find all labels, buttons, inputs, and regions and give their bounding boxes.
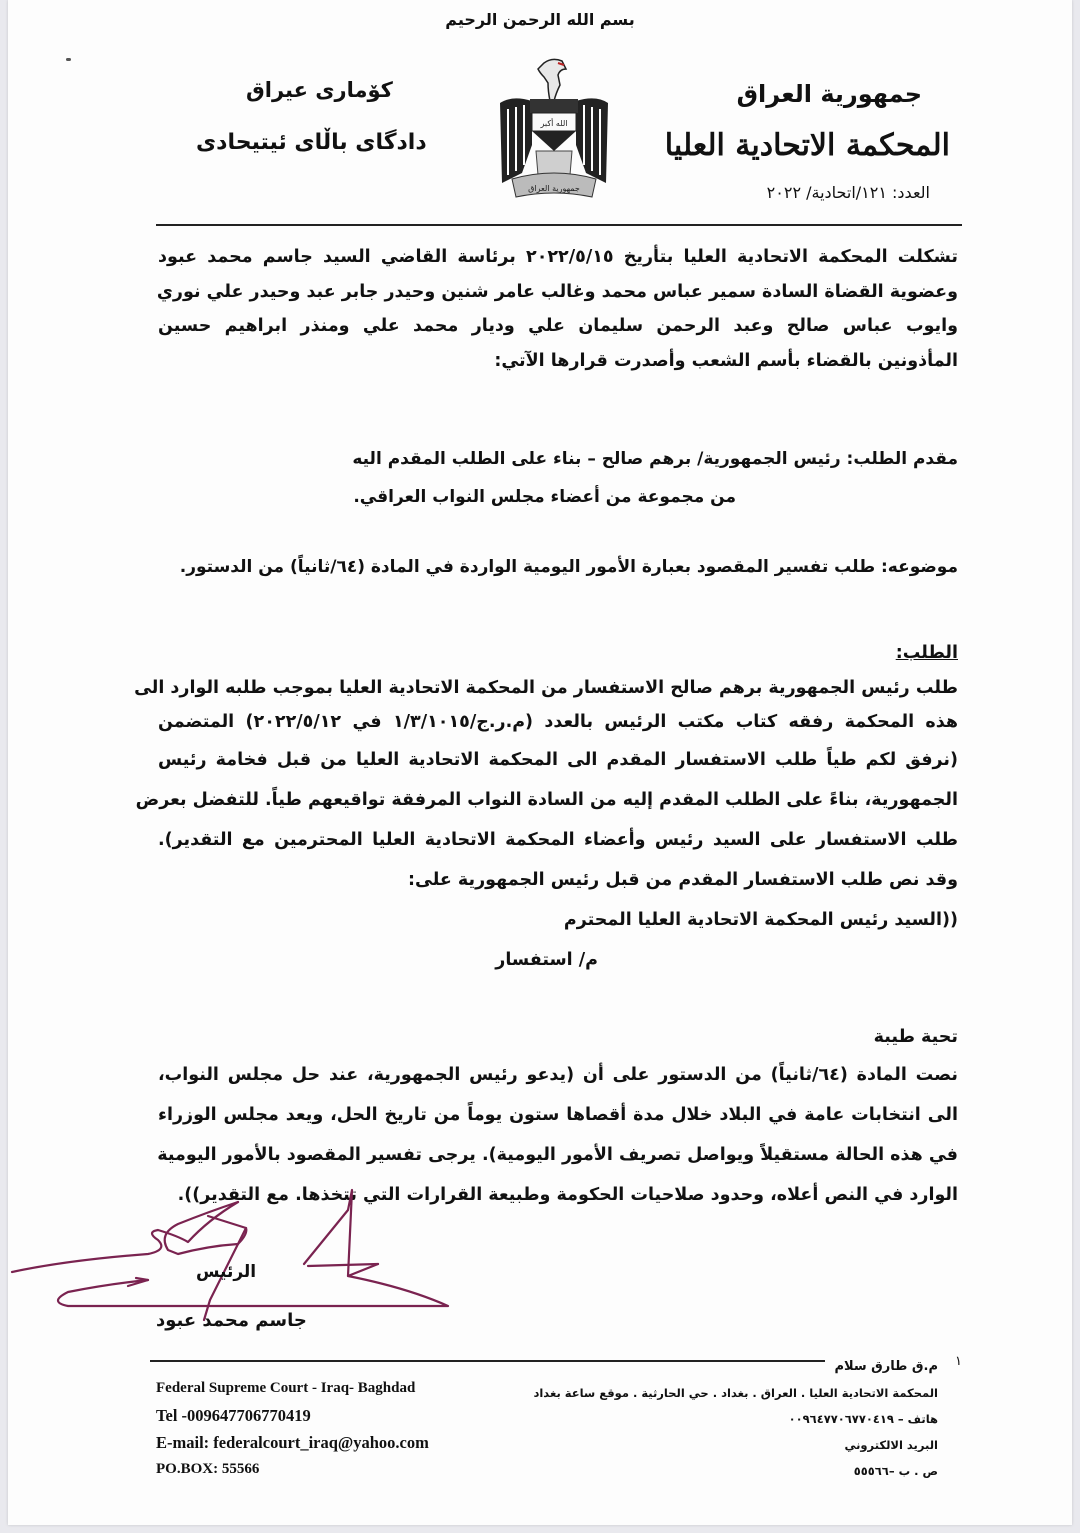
footer-address: المحكمة الاتحادية العليا . العراق . بغداد . حي الحارثية . موقع ساعة بغداد bbox=[533, 1386, 938, 1400]
signatory-name: جاسم محمد عبود bbox=[156, 1310, 307, 1331]
request-line: طلب رئيس الجمهورية برهم صالح الاستفسار من المحكمة الاتحادية العليا بموجب طلبه الوارد الى bbox=[134, 677, 958, 698]
intro-line: تشكلت المحكمة الاتحادية العليا بتأريخ ٢٠٢٢/٥/١٥ برئاسة القاضي السيد جاسم محمد عبود bbox=[158, 247, 958, 267]
footer-pobox-arabic: ص . ب –٥٥٥٦٦ bbox=[853, 1464, 938, 1478]
header-divider bbox=[156, 224, 962, 226]
footer-phone: Tel -009647706770419 bbox=[156, 1406, 311, 1425]
request-line: (نرفق لكم طياً طلب الاستفسار المقدم الى المحكمة الاتحادية العليا من قبل فخامة رئيس bbox=[158, 749, 958, 770]
emblem-text-bottom: جمهورية العراق bbox=[528, 184, 580, 193]
footer-arabic-contact bbox=[533, 1354, 938, 1484]
footer-phone-arabic: هاتف – ٠٠٩٦٤٧٧٠٦٧٧٠٤١٩ bbox=[788, 1412, 938, 1426]
header-country-arabic: جمهورية العراق bbox=[736, 80, 922, 108]
applicant-section bbox=[158, 440, 958, 516]
request-line: طلب الاستفسار على السيد رئيس وأعضاء المحكمة الاتحادية العليا المحترمين مع التقدير). bbox=[158, 829, 958, 850]
intro-paragraph bbox=[158, 240, 958, 378]
request-line: وقد نص طلب الاستفسار المقدم من قبل رئيس الجمهورية على: bbox=[408, 869, 958, 890]
letter-line: في هذه الحالة مستقيلاً ويواصل تصريف الأمور اليومية). يرجى تفسير المقصود بالأمور اليومية bbox=[157, 1144, 958, 1165]
greeting: تحية طيبة bbox=[873, 1027, 958, 1047]
footer-court-name: Federal Supreme Court - Iraq- Baghdad bbox=[156, 1380, 416, 1396]
document-page bbox=[8, 0, 1072, 1525]
emblem-text-top: الله أكبر bbox=[540, 119, 568, 128]
reference-number: العدد: ١٢١/اتحادية/ ٢٠٢٢ bbox=[766, 183, 930, 202]
letter-line: الى انتخابات عامة في البلاد خلال مدة أقصاها ستون يوماً من تاريخ الحل، ويعد مجلس الوزراء bbox=[158, 1104, 958, 1125]
request-line: هذه المحكمة رفقه كتاب مكتب الرئيس بالعدد (م.ر.ج/١/٣/١٠١٥ في ٢٠٢٢/٥/١٢) المتضمن bbox=[158, 712, 959, 732]
request-heading: الطلب: bbox=[895, 643, 958, 663]
footer-email: E-mail: federalcourt_iraq@yahoo.com bbox=[156, 1433, 429, 1452]
subject-line: موضوعه: طلب تفسير المقصود بعبارة الأمور اليومية الواردة في المادة (٦٤/ثانياً) من الدستور. bbox=[179, 557, 958, 577]
footer-initials: م.ق طارق سلام bbox=[834, 1359, 938, 1374]
footer-english-contact bbox=[156, 1375, 429, 1483]
footer-email-label-arabic: البريد الالكتروني bbox=[844, 1438, 938, 1452]
footer-pobox: PO.BOX: 55566 bbox=[156, 1461, 260, 1477]
applicant-line: مقدم الطلب: رئيس الجمهورية/ برهم صالح – بناء على الطلب المقدم اليه bbox=[352, 449, 958, 469]
request-line: ((السيد رئيس المحكمة الاتحادية العليا المحترم bbox=[563, 909, 958, 930]
intro-line: وعضوية القضاة السادة سمير عباس محمد وغالب عامر شنين وحيدر جابر عبد وحيدر علي نوري bbox=[156, 281, 958, 302]
request-section bbox=[134, 636, 959, 980]
signatory-title: الرئيس bbox=[196, 1262, 257, 1282]
iraq-eagle-emblem-icon bbox=[492, 55, 616, 205]
header-court-kurdish: دادگای باڵای ئیتیحادی bbox=[196, 130, 427, 155]
footer-page-number: ١ bbox=[955, 1354, 962, 1369]
header-country-kurdish: کۆماری عیراق bbox=[246, 78, 393, 102]
scan-speck bbox=[66, 58, 71, 61]
intro-line: وايوب عباس صالح وعبد الرحمن سليمان علي وديار محمد علي ومنذر ابراهيم حسين bbox=[158, 316, 958, 336]
request-line: الجمهورية، بناءً على الطلب المقدم إليه من السادة النواب المرفقة تواقيعهم طياً. للتفضل بعرض bbox=[135, 789, 958, 810]
request-subject: م/ استفسار bbox=[495, 949, 598, 970]
applicant-line: من مجموعة من أعضاء مجلس النواب العراقي. bbox=[353, 487, 736, 507]
basmala: بسم الله الرحمن الرحيم bbox=[445, 10, 635, 29]
letter-line: نصت المادة (٦٤/ثانياً) من الدستور على أن (يدعو رئيس الجمهورية، عند حل مجلس النواب، bbox=[158, 1064, 958, 1085]
intro-line: المأذونين بالقضاء بأسم الشعب وأصدرت قرارها الآتي: bbox=[494, 350, 958, 371]
letter-line: الوارد في النص أعلاه، وحدود صلاحيات الحكومة وطبيعة القرارات التي تتخذها. مع التقدير)). bbox=[177, 1184, 958, 1205]
header-court-arabic: المحكمة الاتحادية العليا bbox=[664, 128, 950, 163]
